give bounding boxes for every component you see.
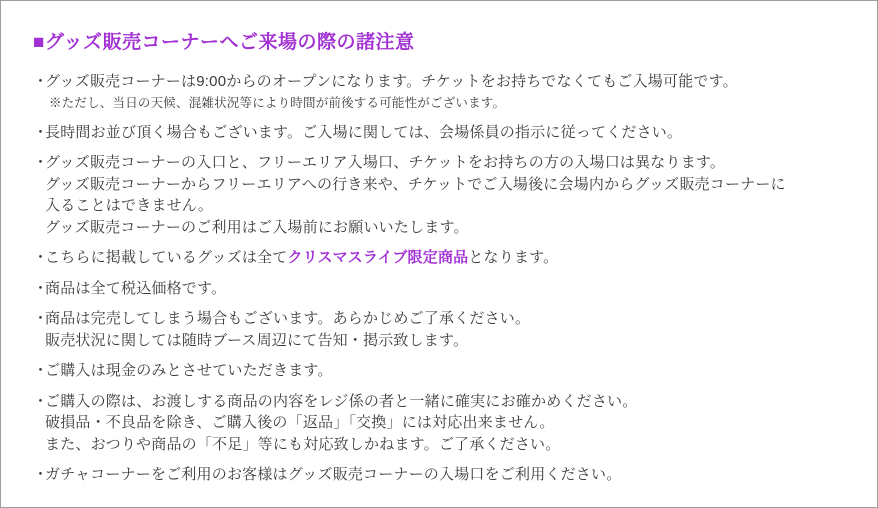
notice-item-sold-out (33, 308, 849, 351)
page-title: ■グッズ販売コーナーへご来場の際の諸注意 (33, 32, 415, 53)
notice-line: また、おつりや商品の「不足」等にも対応致しかねます。ご了承ください。 (45, 435, 561, 453)
notice-line (45, 247, 849, 269)
notice-line: 商品は全て税込価格です。 (45, 279, 227, 297)
notice-item-gacha-corner (33, 464, 849, 486)
bullet-marker: ・ (33, 123, 49, 141)
notice-line: グッズ販売コーナーのご利用はご入場前にお願いいたします。 (45, 218, 469, 236)
notice-item-no-returns (33, 391, 849, 456)
notice-text-suffix: となります。 (468, 249, 559, 266)
notice-item-limited-goods (33, 247, 849, 269)
bullet-marker: ・ (33, 362, 49, 379)
bullet-marker: ・ (33, 310, 49, 327)
notice-line: ご購入は現金のみとさせていただきます。 (45, 362, 333, 379)
bullet-marker: ・ (33, 392, 49, 410)
notice-item-entrances (33, 152, 849, 238)
notice-item-queue (33, 122, 849, 144)
notice-line: グッズ販売コーナーからフリーエリアへの行き来や、チケットでご入場後に会場内からグッズ販売コーナーに (45, 175, 786, 193)
bullet-marker: ・ (33, 466, 49, 483)
bullet-marker: ・ (33, 154, 49, 171)
notice-line: 商品は完売してしまう場合もございます。あらかじめご了承ください。 (45, 310, 531, 327)
bullet-marker: ・ (33, 249, 49, 266)
notice-item-cash-only (33, 360, 849, 382)
notice-line: 長時間お並び頂く場合もございます。ご入場に関しては、会場係員の指示に従ってください。 (45, 123, 683, 141)
notice-line: 販売状況に関しては随時ブース周辺にて告知・掲示致します。 (45, 331, 469, 349)
notice-subnote: ※ただし、当日の天候、混雑状況等により時間が前後する可能性がございます。 (49, 95, 506, 110)
notice-line: 破損品・不良品を除き、ご購入後の「返品」「交換」には対応出来ません。 (45, 414, 555, 431)
notice-line: グッズ販売コーナーは9:00からのオープンになります。チケットをお持ちでなくてもご入場可能です。 (45, 73, 738, 90)
highlight-text: クリスマスライブ限定商品 (287, 249, 469, 266)
bullet-marker: ・ (33, 73, 49, 90)
notice-line: グッズ販売コーナーの入口と、フリーエリア入場口、チケットをお持ちの方の入場口は異なります。 (45, 154, 726, 171)
notice-line: ガチャコーナーをご利用のお客様はグッズ販売コーナーの入場口をご利用ください。 (45, 466, 622, 483)
notice-item-open-time (33, 71, 849, 113)
notice-line: ご購入の際は、お渡しする商品の内容をレジ係の者と一緒に確実にお確かめください。 (45, 392, 638, 410)
notice-line: 入ることはできません。 (45, 197, 214, 214)
notice-item-tax-included (33, 278, 849, 300)
notice-text-prefix: こちらに掲載しているグッズは全て (45, 249, 288, 266)
bullet-marker: ・ (33, 279, 49, 297)
